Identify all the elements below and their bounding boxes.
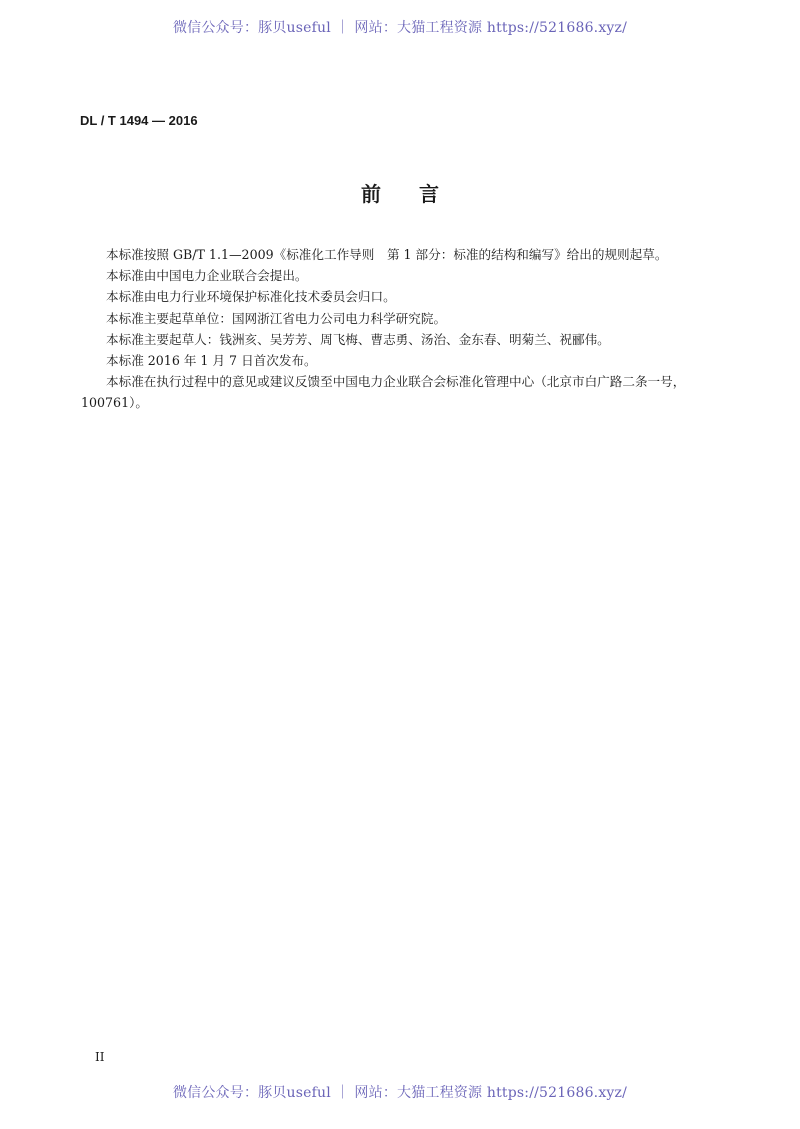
page-title: 前言 <box>361 182 477 206</box>
paragraph-proposer: 本标准由中国电力企业联合会提出。 <box>106 268 308 284</box>
foreword-body <box>81 244 721 414</box>
paragraph-release-date: 本标准 2016 年 1 月 7 日首次发布。 <box>106 353 317 369</box>
page-number: II <box>95 1050 105 1064</box>
paragraph-drafting-unit: 本标准主要起草单位：国网浙江省电力公司电力科学研究院。 <box>106 310 447 326</box>
watermark-top: 微信公众号：豚贝useful ｜ 网站：大猫工程资源 https://521686.xyz/ <box>172 20 628 36</box>
watermark-bottom: 微信公众号：豚贝useful ｜ 网站：大猫工程资源 https://521686.xyz/ <box>172 1085 628 1101</box>
paragraph-drafters: 本标准主要起草人：钱洲亥、吴芳芳、周飞梅、曹志勇、汤治、金东春、明菊兰、祝郦伟。 <box>106 331 610 347</box>
paragraph-drafting-rules: 本标准按照 GB/T 1.1—2009《标准化工作导则 第 1 部分：标准的结构和编写》给出的规则起草。 <box>106 247 668 262</box>
paragraph-feedback: 本标准在执行过程中的意见或建议反馈至中国电力企业联合会标准化管理中心（北京市白广路二条一号，100761）。 <box>81 374 686 411</box>
standard-code: DL / T 1494 — 2016 <box>80 113 198 128</box>
paragraph-committee: 本标准由电力行业环境保护标准化技术委员会归口。 <box>106 289 396 305</box>
